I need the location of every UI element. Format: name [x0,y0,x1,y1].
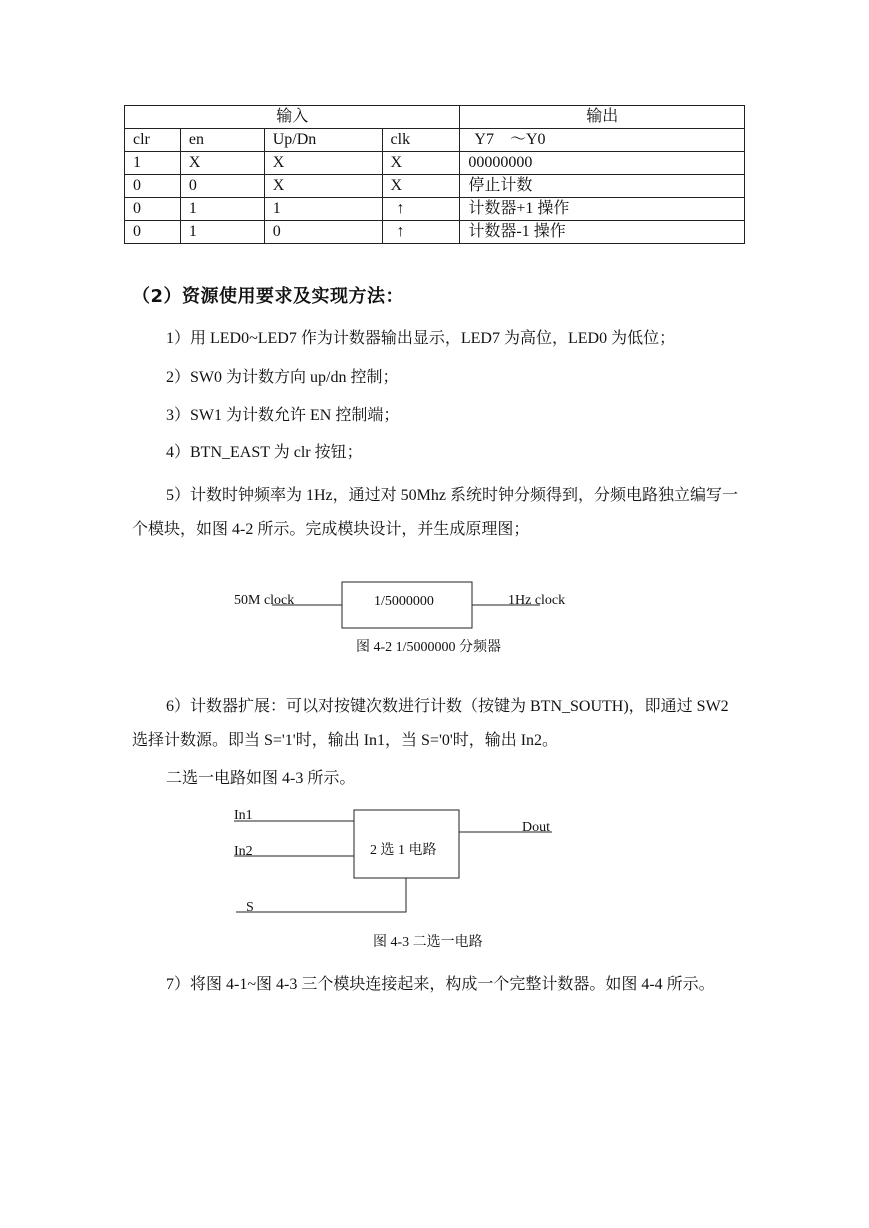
table-cell: 计数器+1 操作 [460,198,745,221]
output-clock-label: 1Hz clock [508,593,566,608]
table-cell: ↑ [382,198,460,221]
table-cell: 1 [180,198,264,221]
header-output: 输出 [460,106,745,129]
item-1: 1）用 LED0~LED7 作为计数器输出显示，LED7 为高位，LED0 为低位； [166,330,676,347]
header-input: 输入 [125,106,460,129]
in2-label: In2 [234,844,253,859]
table-cell: 0 [125,198,181,221]
figure-4-3-caption: 图 4-3 二选一电路 [373,935,483,950]
item-5: 5）计数时钟频率为 1Hz，通过对 50Mhz 系统时钟分频得到，分频电路独立编写一个模块，如图 4-2 所示。完成模块设计，并生成原理图； [132,487,738,538]
mux-block-label: 2 选 1 电路 [370,843,437,858]
table-cell: X [180,152,264,175]
column-en: en [180,129,264,152]
mux-intro: 二选一电路如图 4-3 所示。 [166,770,356,787]
item-2: 2）SW0 为计数方向 up/dn 控制； [166,369,399,386]
table-cell: 停止计数 [460,175,745,198]
item-4: 4）BTN_EAST 为 clr 按钮； [166,444,363,461]
s-label: S [246,900,254,915]
figure-4-2-caption: 图 4-2 1/5000000 分频器 [356,640,502,655]
table-cell: X [264,152,382,175]
table-cell: 0 [125,221,181,244]
table-cell: 1 [125,152,181,175]
column-clk: clk [382,129,460,152]
column-output: Y7 ～Y0 [460,129,745,152]
item-3: 3）SW1 为计数允许 EN 控制端； [166,407,400,424]
table-cell: 计数器-1 操作 [460,221,745,244]
table-cell: 0 [180,175,264,198]
select-wire [236,878,406,912]
column-clr: clr [125,129,181,152]
dout-label: Dout [522,820,550,835]
table-cell: 00000000 [460,152,745,175]
item-7: 7）将图 4-1~图 4-3 三个模块连接起来，构成一个完整计数器。如图 4-4 所示。 [166,976,715,993]
table-cell: 1 [264,198,382,221]
section-heading: （2）资源使用要求及实现方法： [132,286,405,307]
table-cell: 0 [264,221,382,244]
column-updn: Up/Dn [264,129,382,152]
input-clock-label: 50M clock [234,593,295,608]
item-6: 6）计数器扩展：可以对按键次数进行计数（按键为 BTN_SOUTH)，即通过 SW2 选择计数源。即当 S='1'时，输出 In1，当 S='0'时，输出 In2。 [132,698,729,749]
table-cell: X [264,175,382,198]
table-cell: X [382,152,460,175]
table-cell: 0 [125,175,181,198]
table-cell: ↑ [382,221,460,244]
in1-label: In1 [234,808,253,823]
divider-block-label: 1/5000000 [374,594,434,609]
table-cell: X [382,175,460,198]
table-cell: 1 [180,221,264,244]
